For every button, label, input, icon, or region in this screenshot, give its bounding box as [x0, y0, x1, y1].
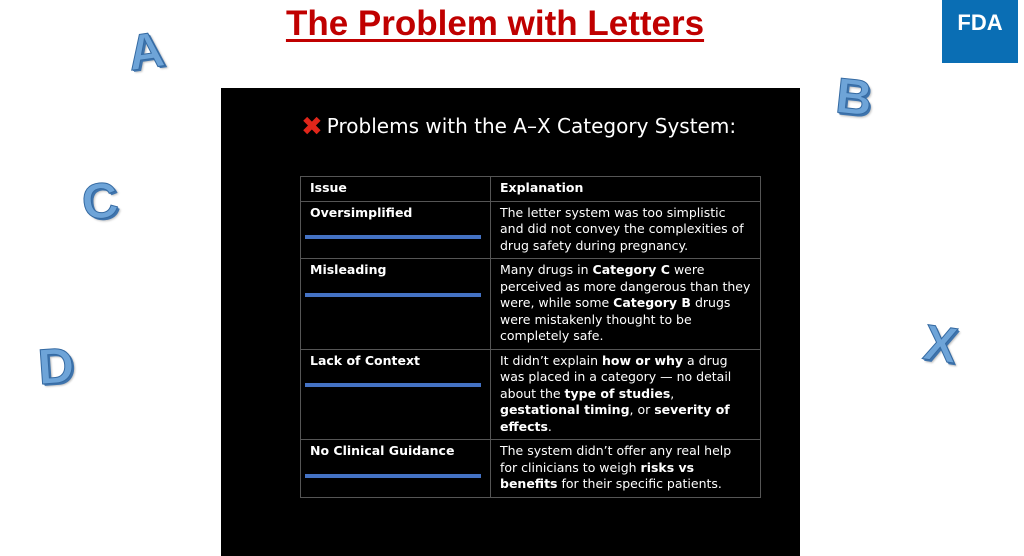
column-header-issue: Issue — [301, 177, 491, 202]
explanation-emphasis: risks vs benefits — [500, 459, 695, 491]
slide-title-text: The Problem with Letters — [285, 4, 705, 43]
table-row — [301, 349, 761, 440]
panel-heading — [301, 113, 781, 141]
explanation-text: , — [670, 385, 675, 401]
issue-cell — [301, 201, 491, 259]
decor-letter-c: C — [79, 171, 121, 231]
explanation-text: The letter system was too simplistic and did not convey the complexities of drug safety during pregnancy. — [500, 204, 744, 253]
explanation-cell — [491, 201, 761, 259]
issue-cell — [301, 349, 491, 440]
explanation-cell — [491, 440, 761, 498]
explanation-emphasis: severity of effects — [500, 402, 730, 434]
explanation-emphasis: Category B — [613, 295, 691, 310]
accent-bar — [305, 383, 481, 387]
explanation-emphasis: Category C — [592, 262, 670, 277]
content-panel — [221, 88, 800, 556]
accent-bar — [305, 474, 481, 478]
fda-logo — [942, 0, 1018, 63]
explanation-cell — [491, 349, 761, 440]
issue-label: Lack of Context — [310, 352, 421, 368]
x-mark-icon: ✖ — [301, 112, 323, 142]
issue-label: Misleading — [310, 262, 387, 277]
issue-label: No Clinical Guidance — [310, 443, 455, 458]
explanation-cell — [491, 259, 761, 350]
decor-letter-b: B — [833, 67, 875, 127]
explanation-text: The system didn’t offer any real help for clinicians to weigh — [500, 443, 732, 475]
explanation-text: for their specific patients. — [557, 476, 722, 491]
decor-letter-a: A — [124, 20, 168, 82]
panel-heading-text: Problems with the A–X Category System: — [326, 114, 737, 138]
explanation-text: a drug was placed in a category — no detail about the — [500, 352, 732, 401]
table-row — [301, 440, 761, 498]
explanation-text: . — [547, 418, 552, 434]
explanation-emphasis: gestational timing — [500, 402, 630, 417]
table-row — [301, 259, 761, 350]
explanation-emphasis: how or why — [601, 352, 684, 368]
explanation-text: It didn’t explain — [500, 352, 602, 368]
explanation-emphasis: type of studies — [564, 385, 671, 401]
table-header-row — [301, 177, 761, 202]
accent-bar — [305, 293, 481, 297]
explanation-text: Many drugs in — [500, 262, 593, 277]
issue-cell — [301, 259, 491, 350]
explanation-text: drugs were mistakenly thought to be completely safe. — [500, 295, 731, 343]
explanation-text: were perceived as more dangerous than they were, while some — [500, 262, 751, 310]
accent-bar — [305, 235, 481, 239]
decor-letter-d: D — [36, 336, 77, 396]
fda-logo-text: FDA — [957, 10, 1003, 35]
problems-table — [300, 176, 761, 498]
issue-label: Oversimplified — [310, 204, 413, 220]
decor-letter-x: X — [920, 313, 962, 375]
table-body — [301, 201, 761, 497]
table-row — [301, 201, 761, 259]
issue-cell — [301, 440, 491, 498]
explanation-text: , or — [629, 402, 655, 417]
column-header-explanation: Explanation — [491, 177, 761, 202]
